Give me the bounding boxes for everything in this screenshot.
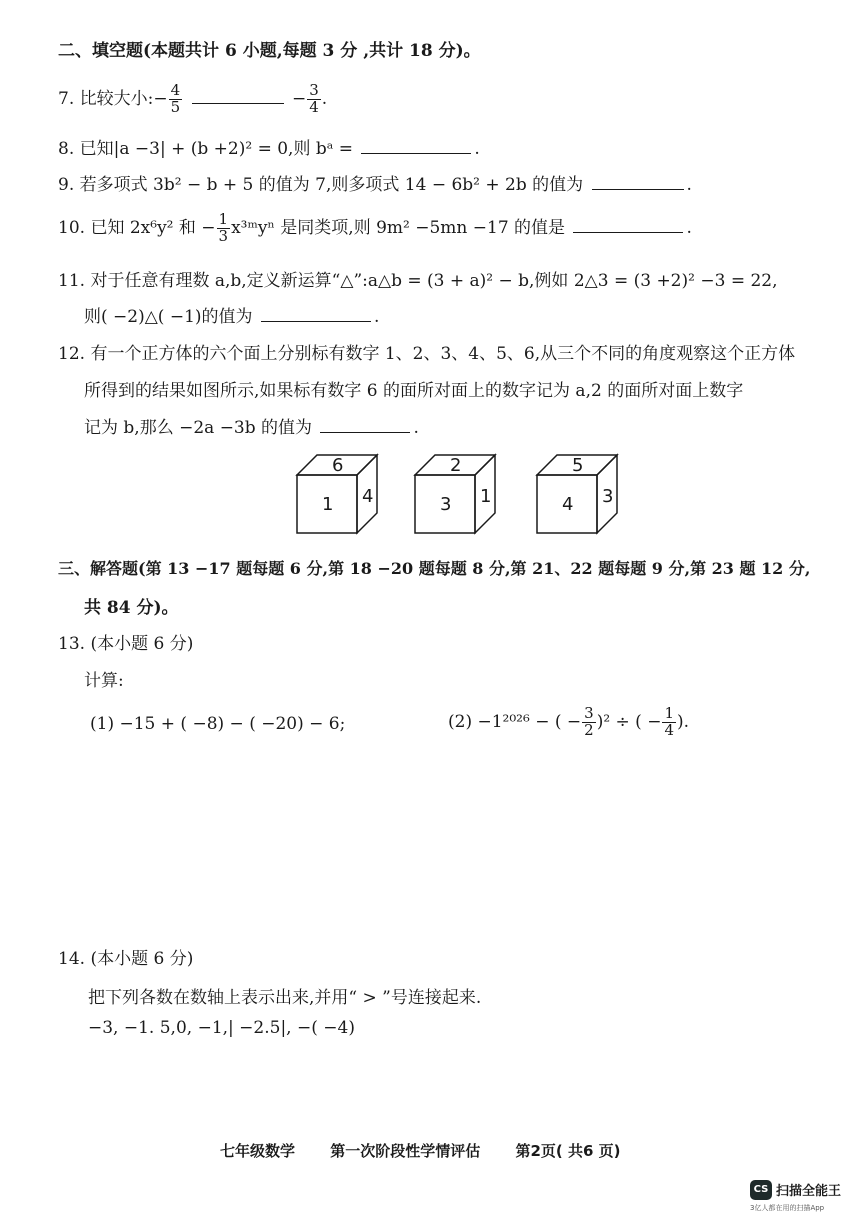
q13-p2-mid: )² ÷ ( −	[596, 711, 662, 732]
q9-end: .	[686, 175, 692, 195]
q7-f2-den: 4	[309, 97, 319, 116]
question-13-header	[58, 629, 193, 654]
q10-number: 10.	[58, 217, 86, 238]
q14-number: 14.	[58, 949, 86, 969]
q13-p2-end: ).	[677, 711, 690, 732]
q12-text-line-2: 所得到的结果如图所示,如果标有数字 6 的面所对面上的数字记为 a,2 的面所对面上数字	[84, 381, 744, 401]
q13-part-1: (1) −15 + ( −8) − ( −20) − 6;	[90, 714, 346, 734]
cube-1-front-label: 1	[322, 494, 334, 515]
section-2-title: 二、填空题(本题共计 6 小题,每题 3 分 ,共计 18 分)。	[58, 41, 481, 61]
q10-fraction	[217, 212, 231, 245]
q7-answer-blank[interactable]	[192, 89, 284, 104]
q10-text-post: x³ᵐyⁿ 是同类项,则 9m² −5mn −17 的值是	[231, 217, 566, 238]
cube-view-1	[292, 450, 387, 538]
question-12-line-1	[58, 339, 795, 364]
q7-fraction-2	[307, 83, 321, 116]
q13-score: (本小题 6 分)	[90, 634, 194, 654]
q11-answer-blank[interactable]	[261, 307, 371, 322]
q9-text: 若多项式 3b² − b + 5 的值为 7,则多项式 14 − 6b² + 2b 的值为	[79, 175, 584, 195]
cube-2-side-label: 1	[480, 486, 492, 507]
q7-end: .	[321, 88, 328, 109]
q13-p2-fraction-2	[662, 706, 676, 739]
q7-f1-den: 5	[170, 97, 181, 116]
question-12-line-3	[84, 413, 419, 438]
q8-number: 8.	[58, 139, 75, 159]
logo-name: 扫描全能王	[776, 1184, 842, 1199]
page-footer	[220, 1140, 651, 1161]
q10-answer-blank[interactable]	[573, 218, 683, 233]
question-7	[58, 83, 327, 116]
q11-text-line-1: 对于任意有理数 a,b,定义新运算“△”:a△b = (3 + a)² − b,例如 2△3 = (3 +2)² −3 = 22,	[90, 271, 778, 291]
q13-p2-f1-num: 3	[584, 704, 594, 722]
q12-answer-blank[interactable]	[320, 418, 410, 433]
question-12-line-2	[84, 376, 743, 401]
q7-minus-2: −	[291, 88, 307, 109]
q12-text-line-1: 有一个正方体的六个面上分别标有数字 1、2、3、4、5、6,从三个不同的角度观察这个正方体	[90, 344, 796, 364]
section-3-title-line-2: 共 84 分)。	[84, 598, 179, 618]
cube-1-top-label: 6	[332, 455, 344, 476]
question-10	[58, 212, 692, 245]
q12-end: .	[413, 418, 419, 438]
footer-exam: 第一次阶段性学情评估	[330, 1142, 481, 1160]
q13-instruction: 计算:	[84, 671, 124, 691]
q10-text-pre: 已知 2x⁶y² 和 −	[90, 217, 216, 238]
section-3-title-line-1: 三、解答题(第 13 −17 题每题 6 分,第 18 −20 题每题 8 分,第 21、22 题每题 9 分,第 23 题 12 分,	[58, 559, 811, 578]
cube-2-top-label: 2	[450, 455, 462, 476]
q7-minus-1: −	[153, 88, 168, 109]
q8-answer-blank[interactable]	[361, 139, 471, 154]
question-8	[58, 134, 480, 159]
q8-text: 已知|a −3| + (b +2)² = 0,则 bᵃ =	[79, 139, 353, 159]
q12-text-line-3: 记为 b,那么 −2a −3b 的值为	[84, 418, 313, 438]
question-11-line-2	[84, 302, 379, 327]
q13-p2-f1-den: 2	[584, 720, 594, 739]
footer-subject: 七年级数学	[220, 1142, 296, 1160]
q10-end: .	[686, 217, 692, 238]
logo-subtitle: 3亿人都在用的扫描App	[750, 1204, 825, 1212]
cube-view-2	[410, 450, 505, 538]
q12-number: 12.	[58, 344, 86, 364]
q7-text: 比较大小:	[79, 88, 154, 109]
q7-f2-num: 3	[309, 81, 319, 99]
q7-f1-num: 4	[170, 81, 181, 99]
q10-f-den: 3	[218, 226, 229, 245]
footer-page: 第2页( 共6 页)	[515, 1142, 621, 1160]
scanner-logo	[750, 1178, 860, 1218]
q11-text-line-2: 则( −2)△( −1)的值为	[84, 307, 253, 327]
q13-p2-f2-num: 1	[664, 704, 675, 722]
question-14-header	[58, 944, 193, 969]
q13-p2-pre: (2) −1²⁰²⁶ − ( −	[448, 711, 582, 732]
q7-number: 7.	[58, 88, 75, 109]
q7-fraction-1	[169, 83, 183, 116]
q9-number: 9.	[58, 175, 75, 195]
cube-3-front-label: 4	[562, 494, 574, 515]
cube-3-side-label: 3	[602, 486, 614, 507]
q14-instruction: 把下列各数在数轴上表示出来,并用“ > ”号连接起来.	[88, 988, 482, 1008]
cs-logo-icon: CS	[750, 1180, 772, 1200]
cube-1-side-label: 4	[362, 486, 374, 507]
q11-end: .	[373, 307, 380, 327]
cube-view-3	[532, 450, 627, 538]
cube-3-top-label: 5	[572, 455, 584, 476]
question-11-line-1	[58, 266, 778, 291]
q14-numbers: −3, −1. 5,0, −1,| −2.5|, −( −4)	[88, 1018, 355, 1038]
q13-p2-f2-den: 4	[664, 720, 675, 739]
cube-2-front-label: 3	[440, 494, 452, 515]
q13-number: 13.	[58, 634, 86, 654]
q13-part-2	[448, 706, 689, 739]
q11-number: 11.	[58, 271, 86, 291]
q14-score: (本小题 6 分)	[90, 949, 194, 969]
q10-f-num: 1	[218, 210, 229, 228]
q8-end: .	[474, 139, 480, 159]
q9-answer-blank[interactable]	[592, 175, 684, 190]
q13-p2-fraction-1	[582, 706, 596, 739]
question-9	[58, 170, 692, 195]
